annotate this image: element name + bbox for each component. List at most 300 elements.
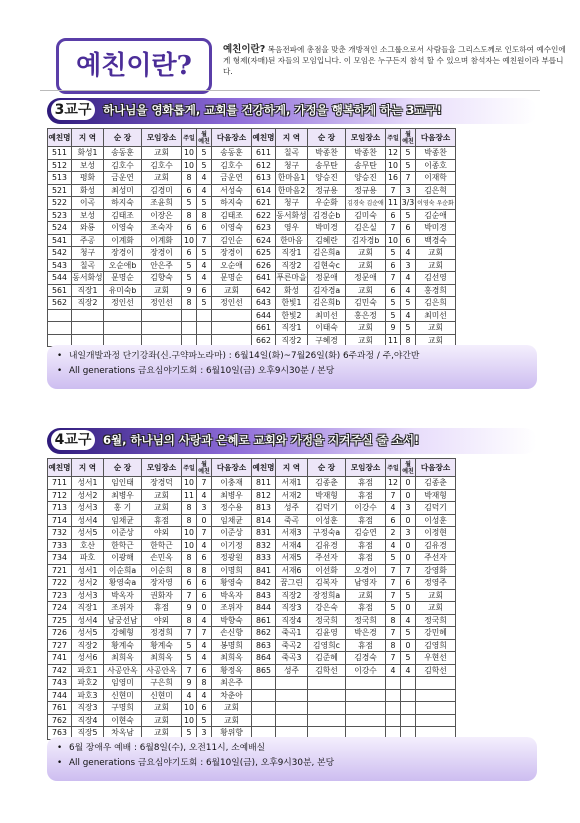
- table-cell: 최희옥: [142, 652, 182, 665]
- table-cell: 오순애b: [104, 259, 142, 272]
- table-cell: 이선화: [308, 564, 346, 577]
- table-row: [48, 159, 456, 172]
- table-cell: 보성: [72, 159, 104, 172]
- column-header: 다음장소: [416, 129, 456, 147]
- table-cell: 김복자: [308, 577, 346, 590]
- table-cell: 김태조: [212, 209, 252, 222]
- table-cell: 휴점: [346, 489, 386, 502]
- table-cell: 파호1: [72, 664, 104, 677]
- table-row: [48, 627, 456, 640]
- table-cell: 김민숙: [346, 297, 386, 310]
- table-cell: 4: [401, 284, 416, 297]
- column-header: 예친명: [252, 129, 276, 147]
- table-row: [48, 247, 456, 260]
- table-cell: 서재5: [276, 552, 308, 565]
- table-cell: 김선영: [416, 272, 456, 285]
- table-cell: 3: [197, 727, 212, 740]
- table-cell: 0: [401, 602, 416, 615]
- district4-note: • 6월 장애우 예배 : 6월8일(수), 오전11시, 소예배실: [57, 743, 266, 753]
- table-cell: 621: [252, 197, 276, 210]
- table-cell: 직장3: [72, 702, 104, 715]
- table-cell: 4: [386, 502, 401, 515]
- column-header: 다음장소: [416, 459, 456, 477]
- table-cell: 이준상: [212, 527, 252, 540]
- table-cell: 6: [197, 589, 212, 602]
- table-cell: 성서4: [72, 514, 104, 527]
- table-cell: 5: [386, 602, 401, 615]
- table-cell: 김은희: [416, 297, 456, 310]
- table-cell: 512: [48, 159, 72, 172]
- table-cell: 최희옥: [104, 652, 142, 665]
- table-cell: 8: [182, 297, 197, 310]
- table-cell: 6: [197, 222, 212, 235]
- table-cell: 4: [197, 272, 212, 285]
- table-cell: 최은주: [212, 677, 252, 690]
- column-header: 순 장: [308, 459, 346, 477]
- table-cell: 541: [48, 234, 72, 247]
- table-cell: 구은희: [142, 677, 182, 690]
- district3-banner: [47, 98, 537, 124]
- column-header: 지 역: [72, 129, 104, 147]
- table-cell: 이성훈: [416, 514, 456, 527]
- column-header: 지 역: [72, 459, 104, 477]
- table-cell: 641: [252, 272, 276, 285]
- table-cell: 이현숙: [104, 714, 142, 727]
- intro-paragraph: [223, 44, 573, 77]
- table-cell: 동서화성: [276, 210, 307, 220]
- table-cell: 5: [182, 259, 197, 272]
- table-cell: 임영미: [104, 677, 142, 690]
- table-cell: 이기정: [212, 539, 252, 552]
- table-cell: 오순애: [212, 259, 252, 272]
- table-cell: 8: [401, 334, 416, 347]
- table-cell: 7: [386, 577, 401, 590]
- table-cell: 8: [182, 514, 197, 527]
- table-cell: 5: [197, 159, 212, 172]
- table-row: [48, 259, 456, 272]
- district3-slogan: 하나님을 영화롭게, 교회를 건강하게, 가정을 행복하게 하는 3교구!: [103, 103, 442, 117]
- table-cell: 김태조: [104, 209, 142, 222]
- table-cell: 4: [197, 489, 212, 502]
- table-cell: 734: [48, 552, 72, 565]
- table-cell: [416, 677, 456, 690]
- table-cell: 763: [48, 727, 72, 740]
- table-cell: 황위향: [212, 727, 252, 740]
- table-cell: 직장2: [276, 589, 308, 602]
- table-cell: 5: [401, 589, 416, 602]
- table-cell: 교회: [212, 714, 252, 727]
- table-cell: [197, 322, 212, 335]
- column-header: 예친명: [48, 459, 72, 477]
- table-cell: 이성훈: [308, 514, 346, 527]
- district4-note: • All generations 금요심야기도회 : 6월10일(금), 오후9시30분, 본당: [57, 758, 335, 768]
- table-cell: 10: [386, 159, 401, 172]
- column-header: 예친명: [48, 129, 72, 147]
- table-cell: 김유경: [416, 539, 456, 552]
- table-cell: 611: [252, 147, 276, 160]
- table-row: [48, 714, 456, 727]
- table-cell: 725: [48, 614, 72, 627]
- table-row: [48, 689, 456, 702]
- table-cell: [386, 714, 401, 727]
- table-cell: 11: [386, 334, 401, 347]
- column-header: 지 역: [276, 459, 308, 477]
- table-row: [48, 477, 456, 490]
- table-cell: 교회: [346, 284, 386, 297]
- divider: [40, 90, 540, 91]
- table-cell: 야외: [142, 527, 182, 540]
- table-cell: 9: [182, 602, 197, 615]
- table-cell: 동서화성: [72, 273, 103, 283]
- table-cell: 죽곡: [276, 514, 308, 527]
- table-cell: 9: [182, 284, 197, 297]
- table-cell: 우현선: [416, 652, 456, 665]
- table-cell: 장경이: [104, 247, 142, 260]
- table-cell: 이순희: [142, 564, 182, 577]
- column-header: 순 장: [104, 459, 142, 477]
- table-cell: 유미숙b: [104, 284, 142, 297]
- table-cell: 휴점: [142, 514, 182, 527]
- table-cell: 6: [197, 552, 212, 565]
- table-cell: 김자경a: [308, 284, 346, 297]
- table-cell: [72, 322, 104, 335]
- table-cell: 송동훈: [104, 147, 142, 160]
- table-cell: 휴점: [346, 514, 386, 527]
- table-cell: 5: [401, 147, 416, 160]
- table-cell: 강혜형: [104, 627, 142, 640]
- table-cell: 황계숙: [104, 639, 142, 652]
- table-cell: [346, 714, 386, 727]
- table-cell: 6: [182, 247, 197, 260]
- column-header: 주일: [182, 459, 197, 477]
- table-cell: 차옥남: [104, 727, 142, 740]
- table-cell: 성서4: [72, 614, 104, 627]
- table-cell: 임인태: [104, 477, 142, 490]
- table-cell: 762: [48, 714, 72, 727]
- table-cell: 김인순: [212, 234, 252, 247]
- table-cell: 10: [182, 539, 197, 552]
- table-cell: 박재형: [416, 489, 456, 502]
- table-cell: 6: [182, 222, 197, 235]
- table-cell: 10: [182, 477, 197, 490]
- table-cell: [104, 322, 142, 335]
- table-cell: 11: [182, 489, 197, 502]
- table-cell: 722: [48, 577, 72, 590]
- table-cell: 직장1: [276, 322, 308, 335]
- table-cell: 안은주: [142, 259, 182, 272]
- table-cell: 김호수: [212, 159, 252, 172]
- table-cell: 이충재: [212, 477, 252, 490]
- table-cell: 544: [48, 272, 72, 285]
- table-cell: 화성: [72, 184, 104, 197]
- table-cell: 서재1: [276, 477, 308, 490]
- table-cell: 0: [401, 552, 416, 565]
- table-cell: 4: [386, 664, 401, 677]
- table-cell: 714: [48, 514, 72, 527]
- table-cell: 6: [197, 577, 212, 590]
- table-cell: 9: [182, 677, 197, 690]
- table-cell: 교회: [346, 259, 386, 272]
- table-row: [48, 172, 456, 185]
- table-cell: 교회: [212, 284, 252, 297]
- district3-label: 3교구: [51, 100, 95, 120]
- table-cell: 10: [182, 234, 197, 247]
- table-cell: 금운연: [104, 172, 142, 185]
- table-cell: 황영숙a: [104, 577, 142, 590]
- table-row: [48, 222, 456, 235]
- table-cell: 842: [252, 577, 276, 590]
- table-cell: 교회: [142, 702, 182, 715]
- table-cell: 교회: [212, 702, 252, 715]
- table-row: [48, 527, 456, 540]
- table-cell: 7: [386, 589, 401, 602]
- table-row: [48, 184, 456, 197]
- table-row: [48, 652, 456, 665]
- table-cell: 4: [197, 259, 212, 272]
- table-cell: 0: [401, 489, 416, 502]
- table-cell: 한마음: [276, 234, 308, 247]
- table-cell: 10: [182, 159, 197, 172]
- table-cell: 6: [401, 222, 416, 235]
- table-cell: 남영자: [346, 577, 386, 590]
- table-cell: 3: [401, 259, 416, 272]
- table-cell: 0: [401, 639, 416, 652]
- table-cell: [401, 689, 416, 702]
- table-cell: 4: [197, 184, 212, 197]
- table-cell: 812: [252, 489, 276, 502]
- table-cell: 김영희: [416, 639, 456, 652]
- table-cell: 5: [401, 652, 416, 665]
- table-cell: 직장2: [72, 639, 104, 652]
- table-cell: 814: [252, 514, 276, 527]
- table-row: [48, 602, 456, 615]
- table-cell: 8: [182, 172, 197, 185]
- table-row: [48, 564, 456, 577]
- table-cell: 5: [401, 322, 416, 335]
- table-cell: 712: [48, 489, 72, 502]
- table-cell: 813: [252, 502, 276, 515]
- table-cell: 4: [401, 614, 416, 627]
- table-cell: 7: [386, 627, 401, 640]
- table-cell: 김윤영: [308, 627, 346, 640]
- table-cell: 박미경: [308, 222, 346, 235]
- table-cell: 정영주: [416, 577, 456, 590]
- table-cell: 524: [48, 222, 72, 235]
- table-row: [48, 702, 456, 715]
- table-cell: 정광원: [212, 552, 252, 565]
- table-cell: 칠곡: [72, 259, 104, 272]
- table-cell: 주선자: [416, 552, 456, 565]
- table-cell: 3: [197, 502, 212, 515]
- table-cell: 서재6: [276, 564, 308, 577]
- table-cell: 644: [252, 309, 276, 322]
- column-header: 순 장: [104, 129, 142, 147]
- table-cell: 833: [252, 552, 276, 565]
- table-cell: 정문애: [346, 272, 386, 285]
- table-cell: 612: [252, 159, 276, 172]
- district4-notes: [47, 737, 537, 781]
- table-cell: 7: [182, 627, 197, 640]
- table-cell: 차춘아: [212, 689, 252, 702]
- table-cell: 713: [48, 502, 72, 515]
- table-cell: 최성미: [104, 184, 142, 197]
- table-cell: 7: [401, 564, 416, 577]
- table-cell: 841: [252, 564, 276, 577]
- table-cell: [104, 309, 142, 322]
- table-cell: 평화: [72, 172, 104, 185]
- table-cell: 625: [252, 247, 276, 260]
- table-cell: 7: [197, 234, 212, 247]
- table-cell: 임채균: [212, 514, 252, 527]
- table-cell: 523: [48, 209, 72, 222]
- table-cell: [276, 689, 308, 702]
- table-cell: [308, 677, 346, 690]
- table-cell: 8: [182, 209, 197, 222]
- table-cell: 권화자: [142, 589, 182, 602]
- table-cell: 정문애: [308, 272, 346, 285]
- table-cell: 백경숙: [416, 234, 456, 247]
- table-cell: 김혜란: [308, 234, 346, 247]
- table-cell: 교회: [416, 602, 456, 615]
- table-cell: 푸른마을: [276, 273, 307, 283]
- table-cell: 6: [182, 577, 197, 590]
- table-cell: 김향숙: [142, 272, 182, 285]
- table-cell: [386, 702, 401, 715]
- table-cell: 김종춘: [308, 477, 346, 490]
- table-cell: 김승연: [346, 527, 386, 540]
- table-row: [48, 297, 456, 310]
- table-cell: 626: [252, 259, 276, 272]
- table-cell: 726: [48, 627, 72, 640]
- table-cell: 865: [252, 664, 276, 677]
- table-cell: 한학근: [142, 539, 182, 552]
- table-cell: 김경순b: [308, 209, 346, 222]
- table-cell: 0: [401, 539, 416, 552]
- table-cell: 7: [386, 184, 401, 197]
- table-cell: 이종호: [416, 159, 456, 172]
- table-cell: 김은희b: [308, 297, 346, 310]
- table-cell: 교회: [142, 284, 182, 297]
- table-cell: 하지숙: [212, 197, 252, 210]
- table-row: [48, 677, 456, 690]
- table-cell: 직장1: [72, 284, 104, 297]
- table-cell: 7: [197, 627, 212, 640]
- table-cell: 이계화: [142, 234, 182, 247]
- table-cell: 정인선: [212, 297, 252, 310]
- table-cell: 732: [48, 527, 72, 540]
- table-cell: 하지숙: [104, 197, 142, 210]
- table-cell: 5: [197, 147, 212, 160]
- table-cell: 8: [197, 677, 212, 690]
- table-cell: 511: [48, 147, 72, 160]
- table-cell: 733: [48, 539, 72, 552]
- table-cell: 김은희a: [308, 247, 346, 260]
- table-cell: 6: [386, 209, 401, 222]
- table-cell: 761: [48, 702, 72, 715]
- table-cell: 야외: [142, 614, 182, 627]
- table-cell: 844: [252, 602, 276, 615]
- table-cell: 622: [252, 209, 276, 222]
- table-cell: 811: [252, 477, 276, 490]
- table-cell: 박종찬: [346, 147, 386, 160]
- table-cell: 문명순: [104, 272, 142, 285]
- table-cell: 643: [252, 297, 276, 310]
- table-cell: 김현숙c: [308, 259, 346, 272]
- table-cell: 김학선: [416, 664, 456, 677]
- table-cell: [212, 309, 252, 322]
- table-cell: [182, 322, 197, 335]
- table-cell: 오경이: [346, 564, 386, 577]
- table-cell: 성서1: [72, 477, 104, 490]
- table-cell: 4: [197, 652, 212, 665]
- table-cell: 한마음2: [276, 184, 308, 197]
- table-cell: 우순화: [308, 197, 346, 210]
- table-cell: 7: [197, 527, 212, 540]
- table-cell: 6: [197, 664, 212, 677]
- table-cell: 성서3: [72, 589, 104, 602]
- table-cell: 직장2: [276, 334, 308, 347]
- table-cell: 최병우: [212, 489, 252, 502]
- table-cell: 6: [401, 234, 416, 247]
- table-cell: 서성숙: [212, 184, 252, 197]
- table-cell: 5: [386, 309, 401, 322]
- table-cell: 0: [197, 514, 212, 527]
- table-cell: 10: [386, 234, 401, 247]
- column-header: 월 예친: [402, 460, 414, 475]
- table-cell: 청구: [276, 197, 308, 210]
- table-cell: [401, 714, 416, 727]
- table-cell: 강영화: [416, 564, 456, 577]
- table-cell: 금운연: [212, 172, 252, 185]
- table-row: [48, 539, 456, 552]
- table-cell: 이계화: [104, 234, 142, 247]
- table-cell: 743: [48, 677, 72, 690]
- table-cell: 교회: [416, 247, 456, 260]
- table-cell: 4: [197, 614, 212, 627]
- table-cell: 장정희a: [308, 589, 346, 602]
- table-cell: 이재학: [416, 172, 456, 185]
- table-cell: [276, 702, 308, 715]
- table-cell: 최미선: [416, 309, 456, 322]
- table-cell: 조위자: [104, 602, 142, 615]
- table-cell: 휴점: [346, 639, 386, 652]
- table-cell: 김유경: [308, 539, 346, 552]
- table-cell: 황계숙: [142, 639, 182, 652]
- table-header-row: [48, 129, 456, 147]
- table-cell: 최미선: [308, 309, 346, 322]
- table-cell: 5: [386, 297, 401, 310]
- table-cell: 영우: [276, 222, 308, 235]
- table-cell: 청구: [72, 247, 104, 260]
- table-cell: 박종찬: [308, 147, 346, 160]
- table-cell: 교회: [416, 259, 456, 272]
- table-cell: 4: [197, 172, 212, 185]
- table-cell: 4: [182, 689, 197, 702]
- table-cell: 723: [48, 589, 72, 602]
- district4-banner: [47, 428, 537, 454]
- table-cell: 휴점: [142, 602, 182, 615]
- table-cell: 정인선: [104, 297, 142, 310]
- table-cell: 보성: [72, 209, 104, 222]
- table-cell: 863: [252, 639, 276, 652]
- table-cell: 11: [386, 197, 401, 210]
- table-cell: 화성1: [72, 147, 104, 160]
- table-cell: [276, 677, 308, 690]
- table-cell: 양승진: [308, 172, 346, 185]
- table-cell: 조위자: [212, 602, 252, 615]
- table-cell: 김은혁: [416, 184, 456, 197]
- table-cell: 843: [252, 589, 276, 602]
